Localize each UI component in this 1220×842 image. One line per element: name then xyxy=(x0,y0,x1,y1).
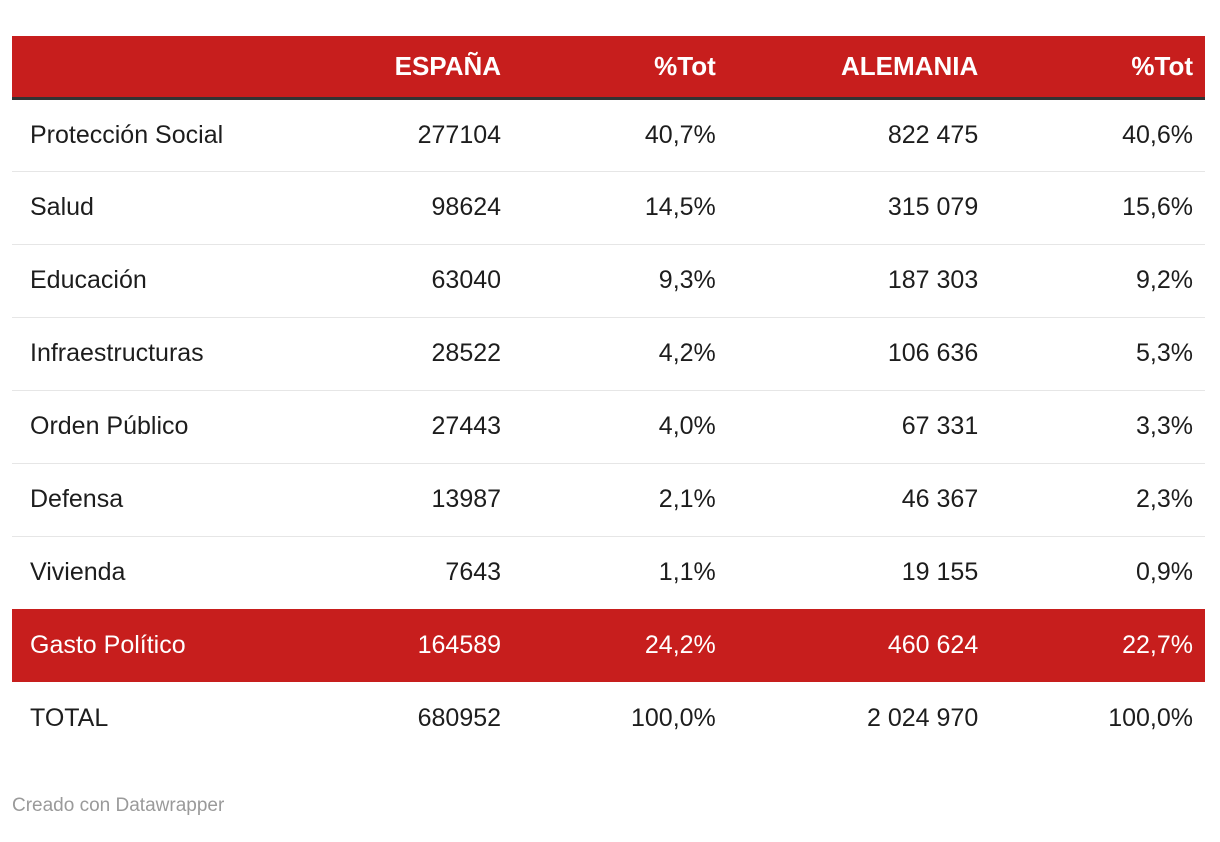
cell-espana-pct: 100,0% xyxy=(630,704,716,732)
row-label: Defensa xyxy=(12,463,298,536)
row-label: Orden Público xyxy=(12,390,298,463)
cell-alemania-value: 67 331 xyxy=(728,390,990,463)
header-cell-category xyxy=(12,36,298,98)
cell-espana-pct: 14,5% xyxy=(513,171,728,244)
cell-alemania-value: 2 024 970 xyxy=(867,704,979,732)
table-row-salud xyxy=(12,171,1205,244)
table-row-orden-publico xyxy=(12,390,1205,463)
cell-espana-pct: 4,0% xyxy=(513,390,728,463)
header-row xyxy=(12,36,1205,98)
cell-espana-pct: 24,2% xyxy=(513,609,728,682)
cell-espana-pct: 2,1% xyxy=(513,463,728,536)
header-cell-alemania-pct: %Tot xyxy=(990,36,1205,98)
row-label: Protección Social xyxy=(30,120,224,149)
row-label: TOTAL xyxy=(30,704,109,732)
row-label: Educación xyxy=(12,244,298,317)
cell-alemania-pct: 15,6% xyxy=(990,171,1205,244)
cell-espana-value: 7643 xyxy=(298,536,513,609)
table-row-educacion xyxy=(12,244,1205,317)
cell-alemania-pct: 40,6% xyxy=(1122,120,1193,149)
header-cell-espana: ESPAÑA xyxy=(298,36,513,98)
cell-espana-pct: 9,3% xyxy=(513,244,728,317)
row-label: Vivienda xyxy=(12,536,298,609)
table-row-proteccion-social xyxy=(12,98,1205,171)
cell-alemania-pct: 22,7% xyxy=(990,609,1205,682)
cell-alemania-pct: 100,0% xyxy=(1108,704,1193,732)
table-row-vivienda xyxy=(12,536,1205,609)
table-row-total xyxy=(12,682,1205,755)
cell-alemania-pct: 9,2% xyxy=(990,244,1205,317)
credit-line: Creado con Datawrapper xyxy=(12,795,225,816)
row-label: Salud xyxy=(12,171,298,244)
row-label: Infraestructuras xyxy=(12,317,298,390)
cell-espana-value: 13987 xyxy=(298,463,513,536)
table-row-defensa xyxy=(12,463,1205,536)
cell-alemania-pct: 0,9% xyxy=(990,536,1205,609)
cell-alemania-value: 315 079 xyxy=(728,171,990,244)
budget-comparison-table xyxy=(12,36,1205,755)
cell-espana-pct: 40,7% xyxy=(644,120,716,149)
cell-alemania-pct: 2,3% xyxy=(990,463,1205,536)
header-cell-alemania: ALEMANIA xyxy=(728,36,990,98)
row-label: Gasto Político xyxy=(12,609,298,682)
cell-alemania-pct: 3,3% xyxy=(990,390,1205,463)
cell-alemania-pct: 5,3% xyxy=(990,317,1205,390)
cell-alemania-value: 106 636 xyxy=(728,317,990,390)
header-cell-espana-pct: %Tot xyxy=(513,36,728,98)
cell-espana-value: 27443 xyxy=(298,390,513,463)
cell-alemania-value: 19 155 xyxy=(728,536,990,609)
table-row-infraestructuras xyxy=(12,317,1205,390)
table-row-gasto-politico-highlighted xyxy=(12,609,1205,682)
cell-espana-value: 63040 xyxy=(298,244,513,317)
cell-espana-value: 28522 xyxy=(298,317,513,390)
cell-alemania-value: 822 475 xyxy=(887,120,979,149)
cell-alemania-value: 46 367 xyxy=(728,463,990,536)
cell-espana-pct: 1,1% xyxy=(513,536,728,609)
cell-espana-value: 277104 xyxy=(417,120,502,149)
cell-espana-value: 98624 xyxy=(298,171,513,244)
cell-alemania-value: 187 303 xyxy=(728,244,990,317)
cell-alemania-value: 460 624 xyxy=(728,609,990,682)
cell-espana-value: 164589 xyxy=(298,609,513,682)
cell-espana-value: 680952 xyxy=(417,704,502,732)
cell-espana-pct: 4,2% xyxy=(513,317,728,390)
